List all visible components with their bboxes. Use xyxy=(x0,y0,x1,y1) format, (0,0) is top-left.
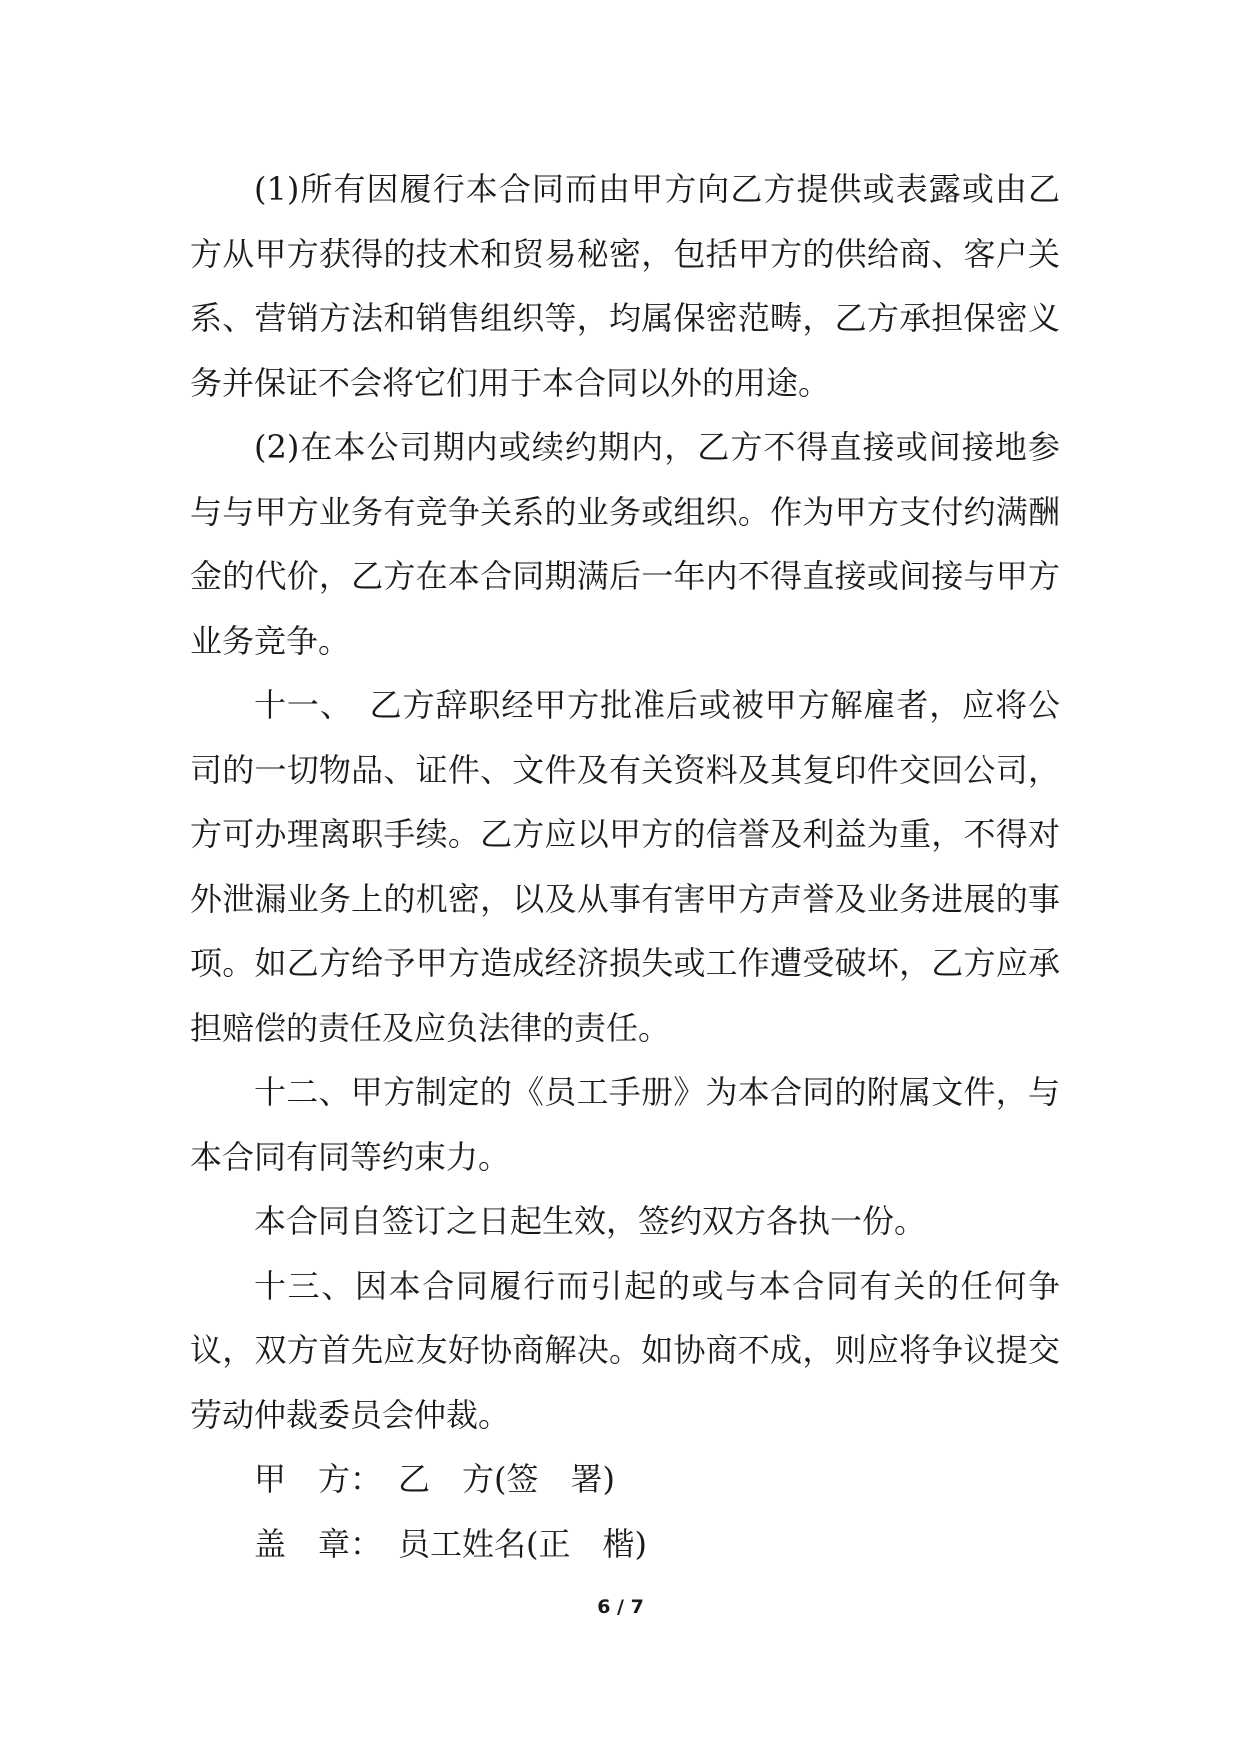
paragraph-effective-date: 本合同自签订之日起生效，签约双方各执一份。 xyxy=(254,1202,927,1240)
signature-line-seal: 盖 章： 员工姓名(正 楷) xyxy=(254,1524,647,1563)
paragraph-clause-13: 十三、因本合同履行而引起的或与本合同有关的任何争议，双方首先应友好协商解决。如协商不成，则应将争议提交劳动仲裁委员会仲裁。 xyxy=(190,1266,1060,1434)
page-number: 6 / 7 xyxy=(597,1596,644,1618)
signature-line-party-a: 甲 方： 乙 方(签 署) xyxy=(254,1460,615,1498)
document-body xyxy=(190,157,1060,1576)
paragraph-confidentiality-1: (1)所有因履行本合同而由甲方向乙方提供或表露或由乙方从甲方获得的技术和贸易秘密，包括甲方的供给商、客户关系、营销方法和销售组织等，均属保密范畴，乙方承担保密义务并保证不会将它们用于本合同以外的用途。 xyxy=(190,170,1060,402)
paragraph-clause-12: 十二、甲方制定的《员工手册》为本合同的附属文件，与本合同有同等约束力。 xyxy=(190,1073,1060,1176)
paragraph-clause-11: 十一、 乙方辞职经甲方批准后或被甲方解雇者，应将公司的一切物品、证件、文件及有关资料及其复印件交回公司，方可办理离职手续。乙方应以甲方的信誉及利益为重，不得对外泄漏业务上的机密，以及从事有害甲方声誉及业务进展的事项。如乙方给予甲方造成经济损失或工作遭受破坏，乙方应承担赔偿的责任及应负法律的责任。 xyxy=(190,686,1060,1047)
paragraph-non-compete-2: (2)在本公司期内或续约期内，乙方不得直接或间接地参与与甲方业务有竞争关系的业务或组织。作为甲方支付约满酬金的代价，乙方在本合同期满后一年内不得直接或间接与甲方业务竞争。 xyxy=(190,428,1060,660)
